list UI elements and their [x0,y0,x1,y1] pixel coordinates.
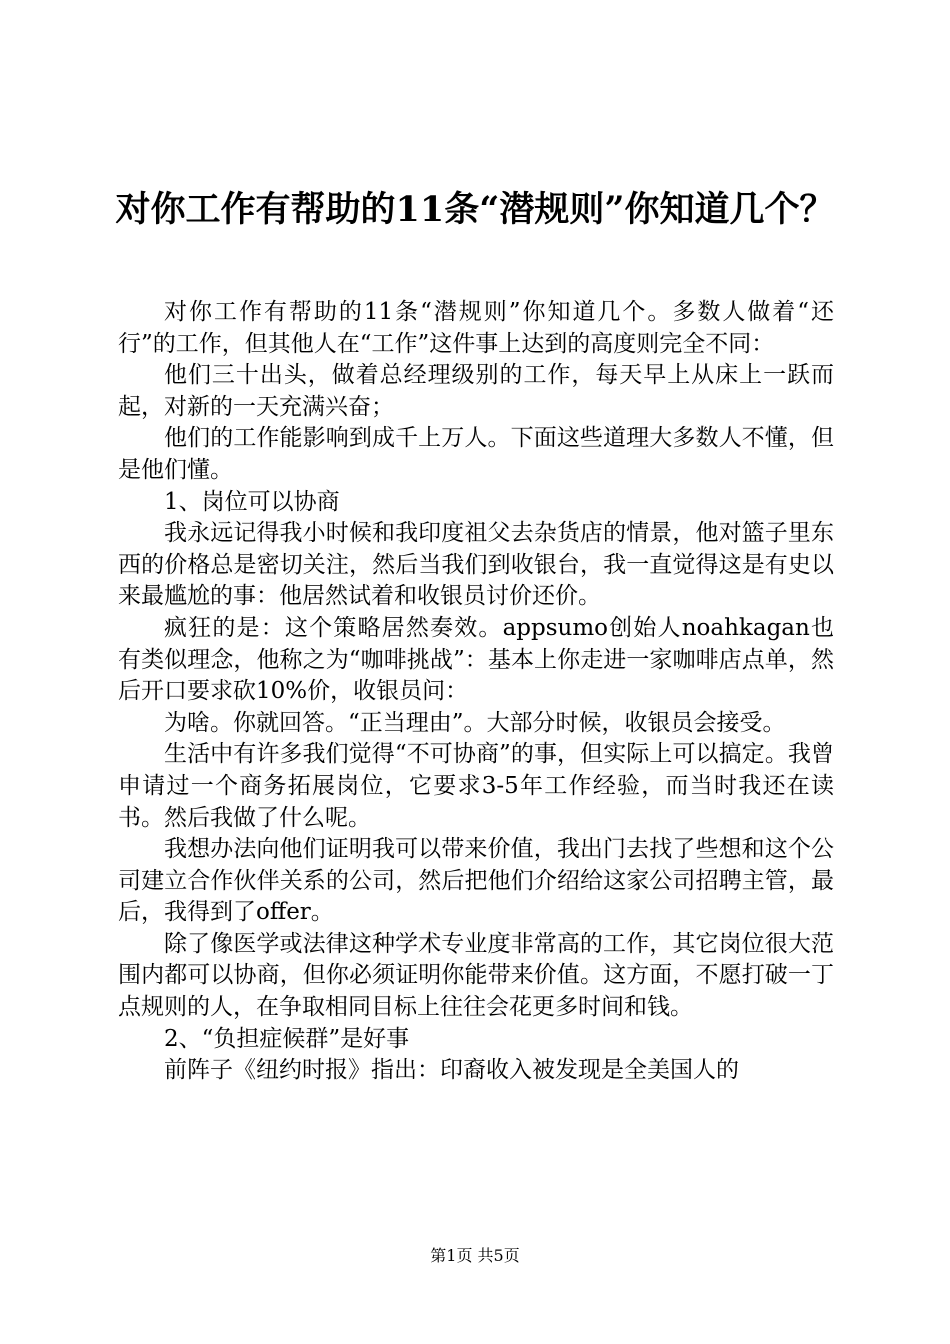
paragraph: 疯狂的是：这个策略居然奏效。appsumo创始人noahkagan也有类似理念，他称之为“咖啡挑战”：基本上你走进一家咖啡店点单，然后开口要求砍10%价，收银员问： [118,614,834,705]
document-body [118,297,834,1087]
paragraph: 除了像医学或法律这种学术专业度非常高的工作，其它岗位很大范围内都可以协商，但你必须证明你能带来价值。这方面，不愿打破一丁点规则的人，在争取相同目标上往往会花更多时间和钱。 [118,930,834,1021]
paragraph: 我永远记得我小时候和我印度祖父去杂货店的情景，他对篮子里东西的价格总是密切关注，然后当我们到收银台，我一直觉得这是有史以来最尴尬的事：他居然试着和收银员讨价还价。 [118,520,834,610]
paragraph: 前阵子《纽约时报》指出：印裔收入被发现是全美国人的 [164,1057,739,1084]
section-heading: 1、岗位可以协商 [164,488,340,515]
paragraph: 我想办法向他们证明我可以带来价值，我出门去找了些想和这个公司建立合作伙伴关系的公司，然后把他们介绍给这家公司招聘主管，最后，我得到了offer。 [118,836,834,926]
section-heading: 2、“负担症候群”是好事 [164,1025,410,1052]
paragraph: 对你工作有帮助的11条“潜规则”你知道几个。多数人做着“还行”的工作，但其他人在“工作”这件事上达到的高度则完全不同： [118,299,834,357]
paragraph: 为啥。你就回答。“正当理由”。大部分时候，收银员会接受。 [164,709,786,736]
paragraph: 他们三十出头，做着总经理级别的工作，每天早上从床上一跃而起，对新的一天充满兴奋； [118,362,834,420]
paragraph: 生活中有许多我们觉得“不可协商”的事，但实际上可以搞定。我曾申请过一个商务拓展岗位，它要求3-5年工作经验，而当时我还在读书。然后我做了什么呢。 [118,741,834,831]
paragraph: 他们的工作能影响到成千上万人。下面这些道理大多数人不懂，但是他们懂。 [118,425,834,483]
document-title: 对你工作有帮助的11条“潜规则”你知道几个？ [115,189,835,230]
page-footer: 第1页 共5页 [430,1246,520,1265]
